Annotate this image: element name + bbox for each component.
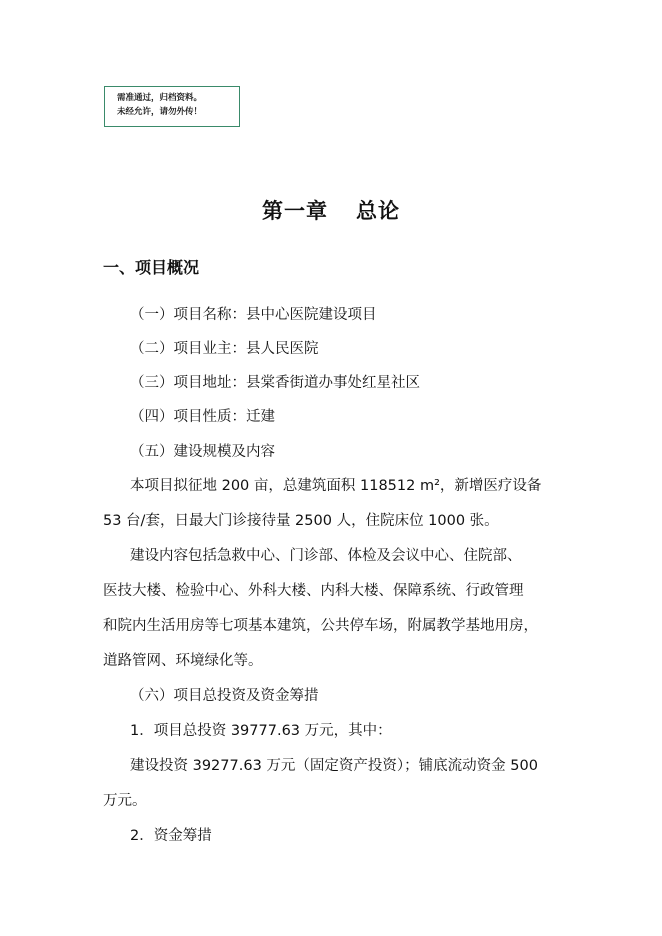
investment-heading: （六）项目总投资及资金筹措 (130, 688, 319, 704)
chapter-label: 第一章 (262, 199, 328, 223)
item-project-nature: （四）项目性质：迁建 (130, 409, 275, 425)
chapter-title (0, 195, 662, 225)
funding-heading: 2．资金筹措 (130, 828, 212, 844)
item-project-owner: （二）项目业主：县人民医院 (130, 341, 319, 357)
investment-total: 1．项目总投资 39777.63 万元，其中： (130, 723, 392, 739)
content-paragraph-line-2: 医技大楼、检验中心、外科大楼、内科大楼、保障系统、行政管理 (103, 583, 524, 599)
content-paragraph-line-4: 道路管网、环境绿化等。 (103, 653, 263, 669)
item-project-name: （一）项目名称：县中心医院建设项目 (130, 307, 377, 323)
confidential-stamp (104, 86, 240, 127)
scale-paragraph-line-2: 53 台/套，日最大门诊接待量 2500 人，住院床位 1000 张。 (103, 513, 499, 529)
investment-detail-line-1: 建设投资 39277.63 万元（固定资产投资）；铺底流动资金 500 (130, 758, 538, 774)
scale-paragraph-line-1: 本项目拟征地 200 亩，总建筑面积 118512 m²，新增医疗设备 (130, 478, 542, 494)
stamp-line-2: 未经允许，请勿外传！ (117, 107, 203, 117)
stamp-line-1: 需准通过，归档资料。 (117, 93, 203, 103)
section-heading: 一、项目概况 (103, 258, 200, 277)
content-paragraph-line-3: 和院内生活用房等七项基本建筑，公共停车场，附属教学基地用房， (103, 618, 538, 634)
item-project-address: （三）项目地址：县棠香街道办事处红星社区 (130, 375, 420, 391)
investment-detail-line-2: 万元。 (103, 793, 147, 809)
chapter-name: 总论 (356, 199, 400, 223)
content-paragraph-line-1: 建设内容包括急救中心、门诊部、体检及会议中心、住院部、 (130, 548, 522, 564)
item-scale-heading: （五）建设规模及内容 (130, 444, 275, 460)
